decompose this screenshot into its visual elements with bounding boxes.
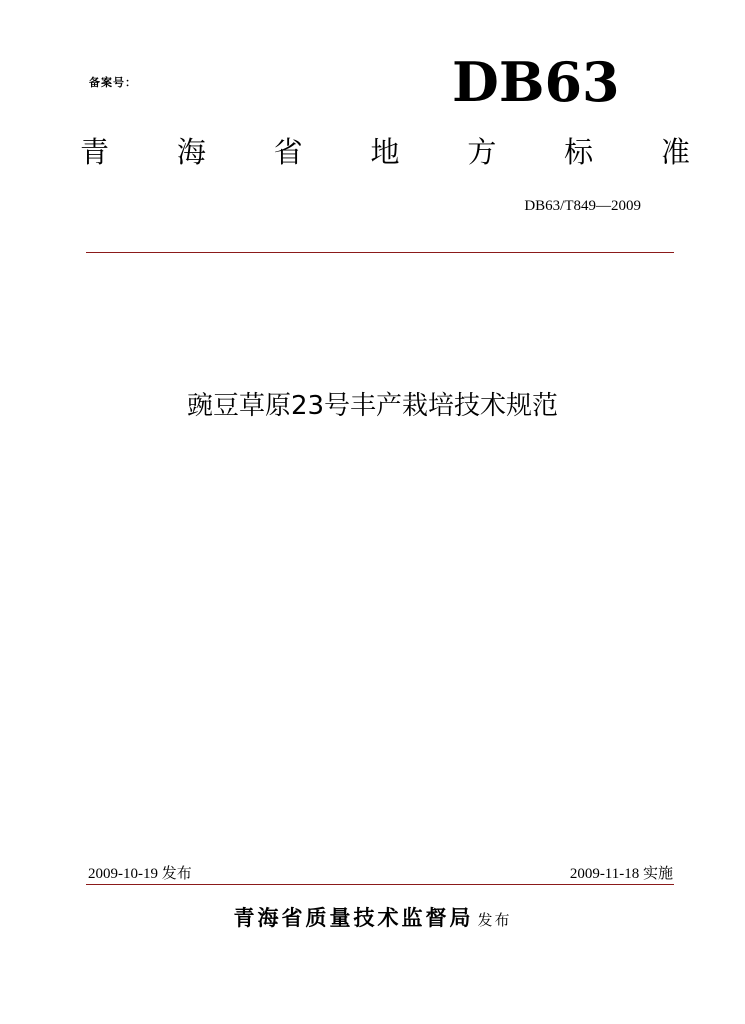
standard-type-heading: [80, 132, 690, 172]
release-date: 2009-10-19 发布: [88, 866, 192, 882]
standard-type-char: 海: [176, 135, 206, 169]
footer-divider: [86, 884, 674, 885]
standard-type-char: 准: [660, 135, 690, 169]
document-title: 豌豆草原23号丰产栽培技术规范: [186, 391, 559, 421]
filing-number-label: 备案号：: [89, 76, 137, 89]
standard-type-char: 标: [564, 135, 594, 169]
issuer-line: [0, 902, 745, 932]
effective-date: 2009-11-18 实施: [569, 866, 673, 882]
standard-type-char: 青: [80, 135, 110, 169]
issuer-suffix: 发布: [477, 911, 512, 929]
province-code: DB63: [452, 50, 620, 114]
issuer-name: 青海省质量技术监督局: [233, 906, 474, 930]
standard-type-char: 省: [273, 135, 303, 169]
standard-type-char: 方: [467, 135, 497, 169]
standard-type-char: 地: [370, 135, 400, 169]
standard-number: DB63/T849—2009: [524, 198, 641, 214]
header-divider: [86, 252, 674, 253]
